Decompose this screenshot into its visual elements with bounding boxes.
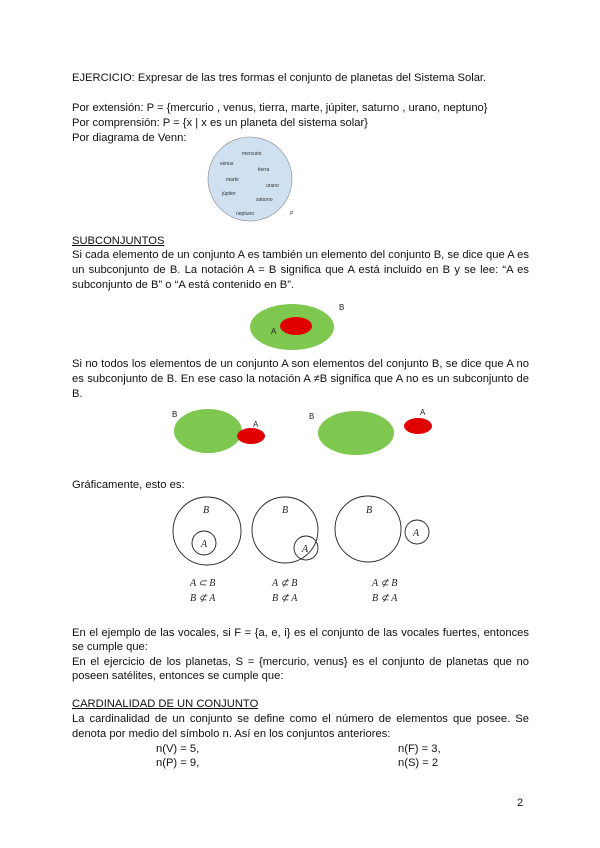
subset-definition-line: un subconjunto de B. La notación A = B significa que A está incluido en B y se lee: “A es [72,264,529,276]
extension-definition: Por extensión: P = {mercurio , venus, tierra, marte, júpiter, saturno , urano, neptuno} [72,102,488,114]
set-b-ellipse [174,409,242,453]
non-subset-line: es subconjunto de B. En ese caso la notación A ≠B significa que A no es un subconjunto de [72,373,529,385]
set-b-ellipse [318,411,394,455]
non-subset-line: Si no todos los elementos de un conjunto A son elementos del conjunto B, se dice que A no [72,358,529,370]
graphic-intro: Gráficamente, esto es: [72,479,185,491]
planet-label: saturno [256,197,273,203]
subsets-heading: SUBCONJUNTOS [72,235,165,247]
planet-label: júpiter [222,191,236,197]
exercise-prompt: EJERCICIO: Expresar de las tres formas el conjunto de planetas del Sistema Solar. [72,72,487,84]
set-a-label: A [420,408,426,417]
cardinality-line: denota por medio del símbolo n. Así en los conjuntos anteriores: [72,728,391,740]
set-b-label: B [366,505,373,516]
planet-label: marte [226,177,239,183]
caption-bottom: B ⊄ A [190,593,216,604]
caption-bottom: B ⊄ A [272,593,298,604]
venn-intro: Por diagrama de Venn: [72,132,187,144]
subset-diagram [250,300,360,350]
planets-example-line: En el ejercicio de los planetas, S = {mercurio, venus} es el conjunto de planetas que no [72,656,529,668]
cardinality-value: n(S) = 2 [398,757,439,769]
subset-definition-line: Si cada elemento de un conjunto A es también un elemento del conjunto B, se dice que A es [72,249,529,261]
caption-top: A ⊄ B [372,578,398,589]
vowels-example-line: se cumple que: [72,641,148,653]
circle-diagrams [170,494,440,606]
cardinality-line: La cardinalidad de un conjunto se define como el número de elementos que posee. Se [72,713,529,725]
caption-top: A ⊄ B [272,578,298,589]
disjoint-diagram [308,405,438,460]
set-b-label: B [339,303,345,312]
set-a-label: A [201,539,208,550]
set-b-label: B [309,412,315,421]
planet-label: venus [220,161,234,167]
planet-label: urano [266,183,279,189]
set-a-ellipse [280,317,312,335]
set-a-ellipse [404,418,432,434]
cardinality-value: n(F) = 3, [398,743,441,755]
set-b-label: B [172,410,178,419]
overlap-diagram [170,405,270,460]
cardinality-heading: CARDINALIDAD DE UN CONJUNTO [72,698,259,710]
planet-set-label: P [290,211,294,217]
set-a-label: A [253,420,259,429]
caption-top: A ⊂ B [190,578,216,589]
planet-label: mercurio [242,151,262,157]
planet-set-circle [208,137,292,221]
set-a-ellipse [237,428,265,444]
planets-example-line: poseen satélites, entonces se cumple que: [72,670,284,682]
caption-bottom: B ⊄ A [372,593,398,604]
set-a-label: A [413,528,420,539]
cardinality-value: n(V) = 5, [156,743,200,755]
subset-definition-line: subconjunto de B” o “A está contenido en B”. [72,279,295,291]
cardinality-value: n(P) = 9, [156,757,200,769]
planet-venn-diagram [200,135,300,225]
vowels-example-line: En el ejemplo de las vocales, si F = {a, e, i} es el conjunto de las vocales fuertes, entonces [72,627,529,639]
set-b-label: B [203,505,210,516]
non-subset-line: B. [72,388,83,400]
comprehension-definition: Por comprensión: P = {x | x es un planeta del sistema solar} [72,117,368,129]
set-a-label: A [302,544,309,555]
page-number: 2 [517,797,524,809]
planet-label: tierra [258,167,270,173]
set-b-label: B [282,505,289,516]
planet-label: neptuno [236,211,255,217]
set-a-label: A [271,327,277,336]
